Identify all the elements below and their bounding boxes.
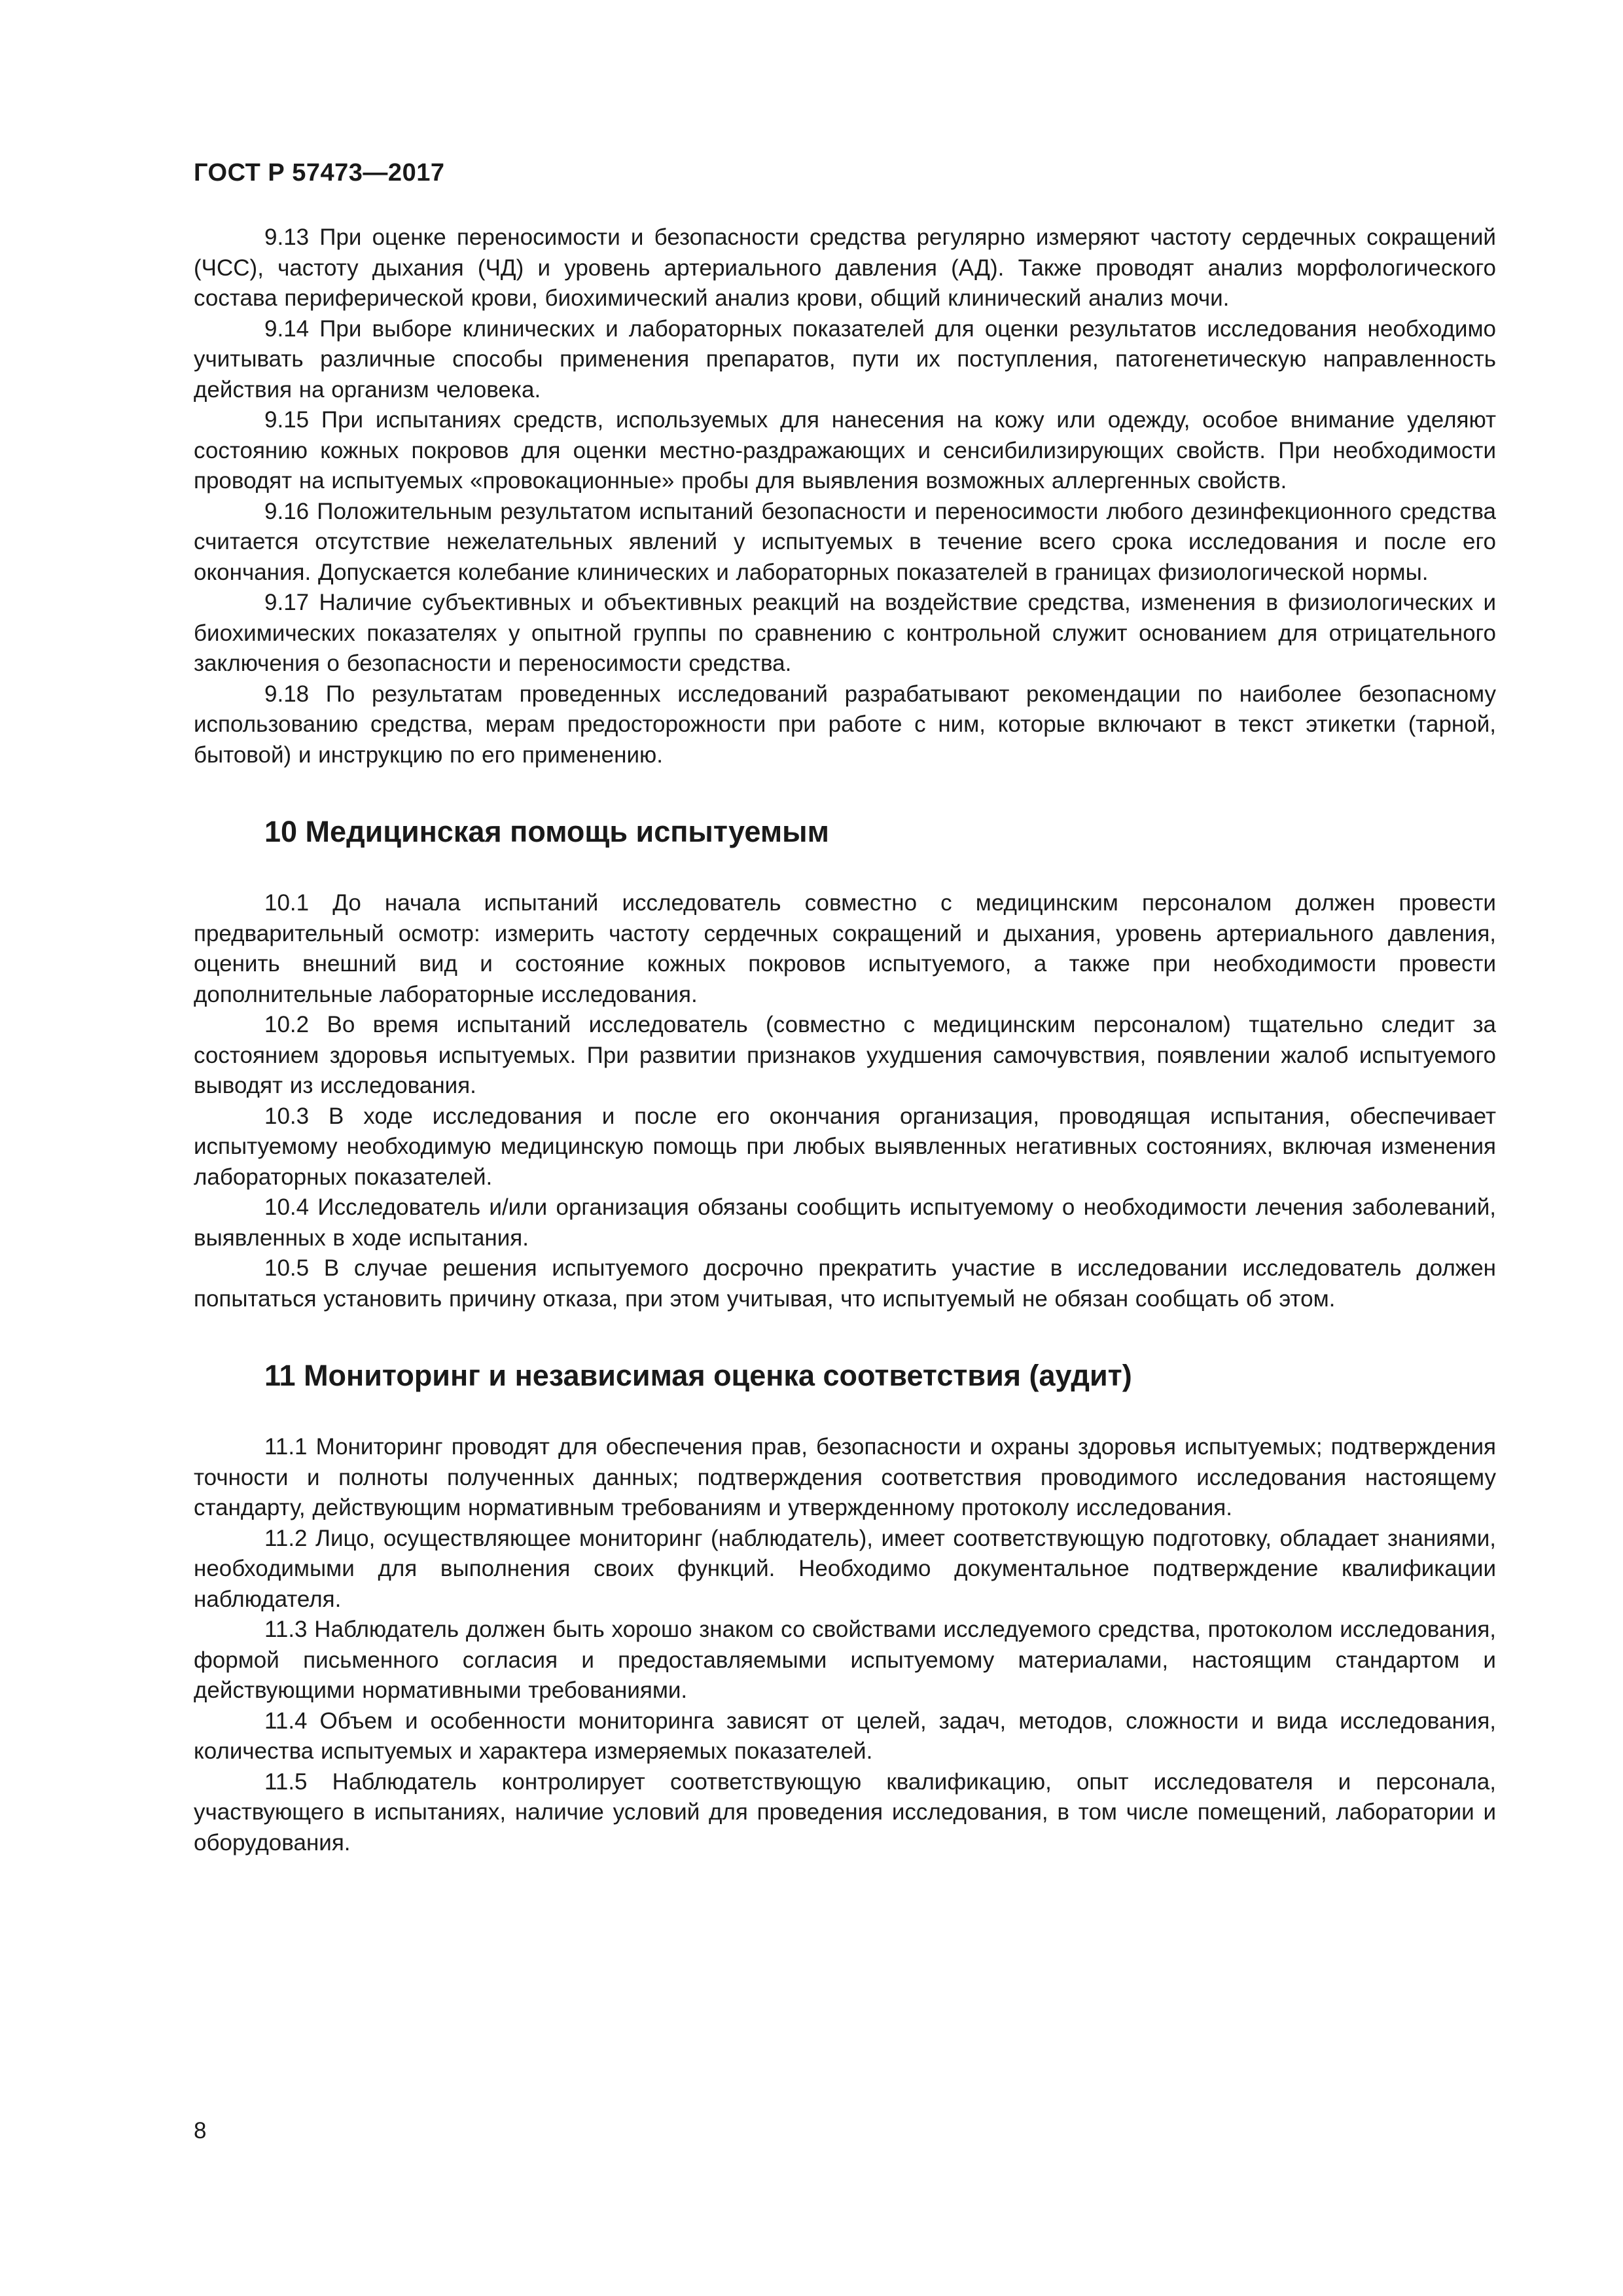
page-number: 8	[194, 2118, 207, 2144]
clause-10-4: 10.4 Исследователь и/или организация обязаны сообщить испытуемому о необходимости лечения заболеваний, выявленных в ходе испытания.	[194, 1194, 1496, 1251]
document-page	[194, 157, 1496, 1858]
clause-10-5: 10.5 В случае решения испытуемого досрочно прекратить участие в исследовании исследователь должен попытаться установить причину отказа, при этом учитывая, что испытуемый не обязан сообщать об этом.	[194, 1255, 1496, 1312]
clause-9-15: 9.15 При испытаниях средств, используемых для нанесения на кожу или одежду, особое внимание уделяют состоянию кожных покровов для оценки местно-раздражающих и сенсибилизирующих свойств. При необходимости проводят на испытуемых «провокационные» пробы для выявления возможных аллергенных свойств.	[194, 407, 1496, 493]
document-id-header: ГОСТ Р 57473—2017	[194, 159, 445, 187]
clause-10-3: 10.3 В ходе исследования и после его окончания организация, проводящая испытания, обеспечивает испытуемому необходимую медицинскую помощь при любых выявленных негативных состояниях, включая изменения лабораторных показателей.	[194, 1103, 1496, 1190]
clause-9-13: 9.13 При оценке переносимости и безопасности средства регулярно измеряют частоту сердечных сокращений (ЧСС), частоту дыхания (ЧД) и уровень артериального давления (АД). Также проводят анализ морфологического состава периферической крови, биохимический анализ крови, общий клинический анализ мочи.	[194, 224, 1496, 311]
section-10-title: 10 Медицинская помощь испытуемым	[264, 815, 829, 848]
clause-11-2: 11.2 Лицо, осуществляющее мониторинг (наблюдатель), имеет соответствующую подготовку, обладает знаниями, необходимыми для выполнения своих функций. Необходимо документальное подтверждение квалификации наблюдателя.	[194, 1525, 1496, 1612]
clause-9-17: 9.17 Наличие субъективных и объективных реакций на воздействие средства, изменения в физиологических и биохимических показателях у опытной группы по сравнению с контрольной служит основанием для отрицательного заключения о безопасности и переносимости средства.	[194, 590, 1496, 676]
clause-11-1: 11.1 Мониторинг проводят для обеспечения прав, безопасности и охраны здоровья испытуемых; подтверждения точности и полноты полученных данных; подтверждения соответствия проводимого исследования настоящему стандарту, действующим нормативным требованиям и утвержденному протоколу исследования.	[194, 1434, 1496, 1520]
clause-10-1: 10.1 До начала испытаний исследователь совместно с медицинским персоналом должен провести предварительный осмотр: измерить частоту сердечных сокращений и дыхания, уровень артериального давления, оценить внешний вид и состояние кожных покровов испытуемого, а также при необходимости провести дополнительные лабораторные исследования.	[194, 890, 1496, 1007]
section-11-title: 11 Мониторинг и независимая оценка соответствия (аудит)	[264, 1359, 1132, 1392]
clause-9-16: 9.16 Положительным результатом испытаний безопасности и переносимости любого дезинфекционного средства считается отсутствие нежелательных явлений у испытуемых в течение всего срока исследования и после его окончания. Допускается колебание клинических и лабораторных показателей в границах физиологической нормы.	[194, 498, 1496, 585]
clause-9-18: 9.18 По результатам проведенных исследований разрабатывают рекомендации по наиболее безопасному использованию средства, мерам предосторожности при работе с ним, которые включают в текст этикетки (тарной, бытовой) и инструкцию по его применению.	[194, 681, 1496, 768]
clause-9-14: 9.14 При выборе клинических и лабораторных показателей для оценки результатов исследования необходимо учитывать различные способы применения препаратов, пути их поступления, патогенетическую направленность действия на организм человека.	[194, 315, 1496, 403]
clause-11-4: 11.4 Объем и особенности мониторинга зависят от целей, задач, методов, сложности и вида исследования, количества испытуемых и характера измеряемых показателей.	[194, 1708, 1496, 1764]
clause-10-2: 10.2 Во время испытаний исследователь (совместно с медицинским персоналом) тщательно следит за состоянием здоровья испытуемых. При развитии признаков ухудшения самочувствия, появлении жалоб испытуемого выводят из исследования.	[194, 1012, 1496, 1098]
clause-11-3: 11.3 Наблюдатель должен быть хорошо знаком со свойствами исследуемого средства, протоколом исследования, формой письменного согласия и предоставляемыми испытуемому материалами, настоящим стандартом и действующими нормативными требованиями.	[194, 1617, 1496, 1703]
clause-11-5: 11.5 Наблюдатель контролирует соответствующую квалификацию, опыт исследователя и персонала, участвующего в испытаниях, наличие условий для проведения исследования, в том числе помещений, лаборатории и оборудования.	[194, 1768, 1496, 1856]
